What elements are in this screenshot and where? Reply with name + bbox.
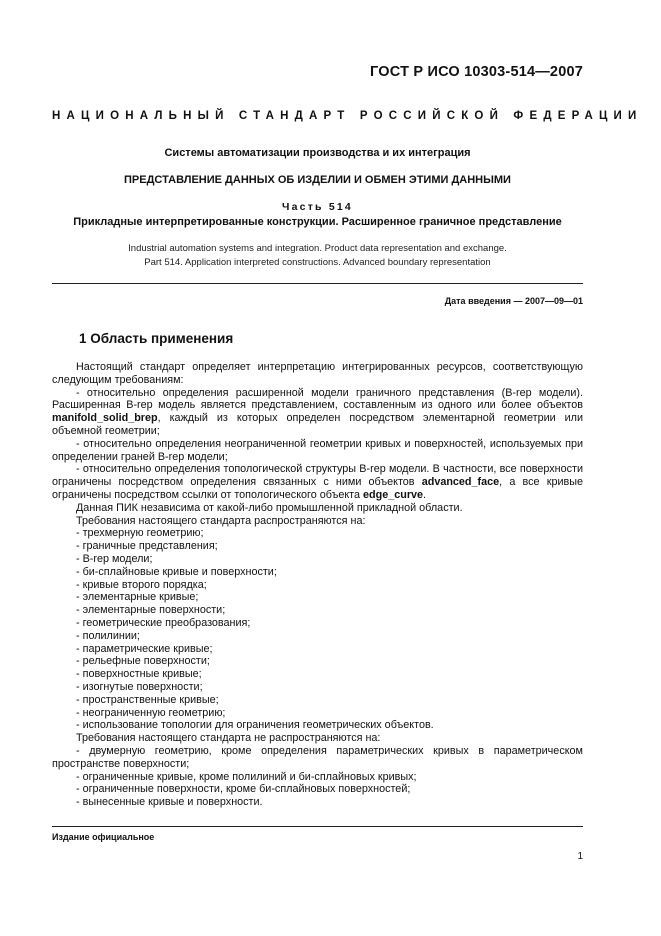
list-item: - поверхностные кривые; [76,668,202,681]
list-item: - геометрические преобразования; [76,616,251,629]
excludes-list [52,771,583,809]
english-title-line-2: Part 514. Application interpreted constructions. Advanced boundary representation [144,256,491,268]
list-item: - кривые второго порядка; [76,578,207,591]
object-name: advanced_face [421,476,500,489]
list-item: - би-сплайновые кривые и поверхности; [76,565,277,578]
english-title-line-1: Industrial automation systems and integration. Product data representation and exchange. [128,243,507,254]
paragraph: - относительно определения топологической структуры B-rep модели. В частности, все поверхности ограничены посредством определения связанных с ними объектов advanced_face, а все кривые ограничены посредством ссылки от топологического объекта edge_curve. [52,463,583,501]
introduction-date: Дата введения — 2007—09—01 [444,296,583,306]
list-item: - рельефные поверхности; [76,655,210,668]
list-item: - B-rep модели; [76,552,153,565]
english-title [52,242,583,269]
applies-list [52,527,583,732]
national-standard-heading: НАЦИОНАЛЬНЫЙ СТАНДАРТ РОССИЙСКОЙ ФЕДЕРАЦИИ [52,110,643,122]
list-item: - неограниченную геометрию; [76,706,226,719]
header-divider [52,283,583,284]
list-item: - элементарные поверхности; [76,604,226,617]
list-item: - элементарные кривые; [76,591,199,604]
main-title: ПРЕДСТАВЛЕНИЕ ДАННЫХ ОБ ИЗДЕЛИИ И ОБМЕН ЭТИМИ ДАННЫМИ [124,174,511,186]
list-item: - ограниченные поверхности, кроме би-сплайновых поверхностей; [76,783,411,796]
paragraph: Настоящий стандарт определяет интерпретацию интегрированных ресурсов, соответствующую следующим требованиям: [52,361,583,386]
list-item: - параметрические кривые; [76,642,213,655]
list-item: - вынесенные кривые и поверхности. [76,796,263,809]
list-item: - пространственные кривые; [76,693,219,706]
paragraph: - двумерную геометрию, кроме определения параметрических кривых в параметрическом пространстве поверхности; [52,744,583,770]
paragraph: Требования настоящего стандарта не распространяются на: [76,732,381,745]
paragraph: Требования настоящего стандарта распространяются на: [76,514,366,527]
list-item: - граничные представления; [76,540,218,553]
page-number: 1 [577,851,583,862]
paragraph: - относительно определения неограниченной геометрии кривых и поверхностей, используемых при определении граней B-rep модели; [52,437,583,463]
paragraph: - относительно определения расширенной модели граничного представления (B-rep модели). Расширенная B-rep модель является представлением, составленным из одного или более объектов manifold_solid_brep, каждый из которых определен посредством элементарной геометрии или объемной геометрии; [52,386,583,437]
paragraph: Данная ПИК независима от какой-либо промышленной прикладной области. [76,501,463,514]
list-item: - трехмерную геометрию; [76,527,204,540]
object-name: manifold_solid_brep [52,412,158,425]
standard-code: ГОСТ Р ИСО 10303-514—2007 [370,64,583,80]
part-number: Часть 514 [282,201,353,213]
list-item: - полилинии; [76,629,140,642]
section-title: 1 Область применения [79,331,234,346]
official-edition-label: Издание официальное [52,832,155,842]
list-item: - использование топологии для ограничения геометрических объектов. [76,719,434,732]
footer-divider [52,826,583,827]
object-name: edge_curve [363,488,424,501]
list-item: - ограниченные кривые, кроме полилиний и би-сплайновых кривых; [76,770,417,783]
part-title: Прикладные интерпретированные конструкции. Расширенное граничное представление [73,216,562,228]
section-body [52,361,583,809]
list-item: - изогнутые поверхности; [76,680,203,693]
series-title: Системы автоматизации производства и их интеграция [164,147,471,159]
